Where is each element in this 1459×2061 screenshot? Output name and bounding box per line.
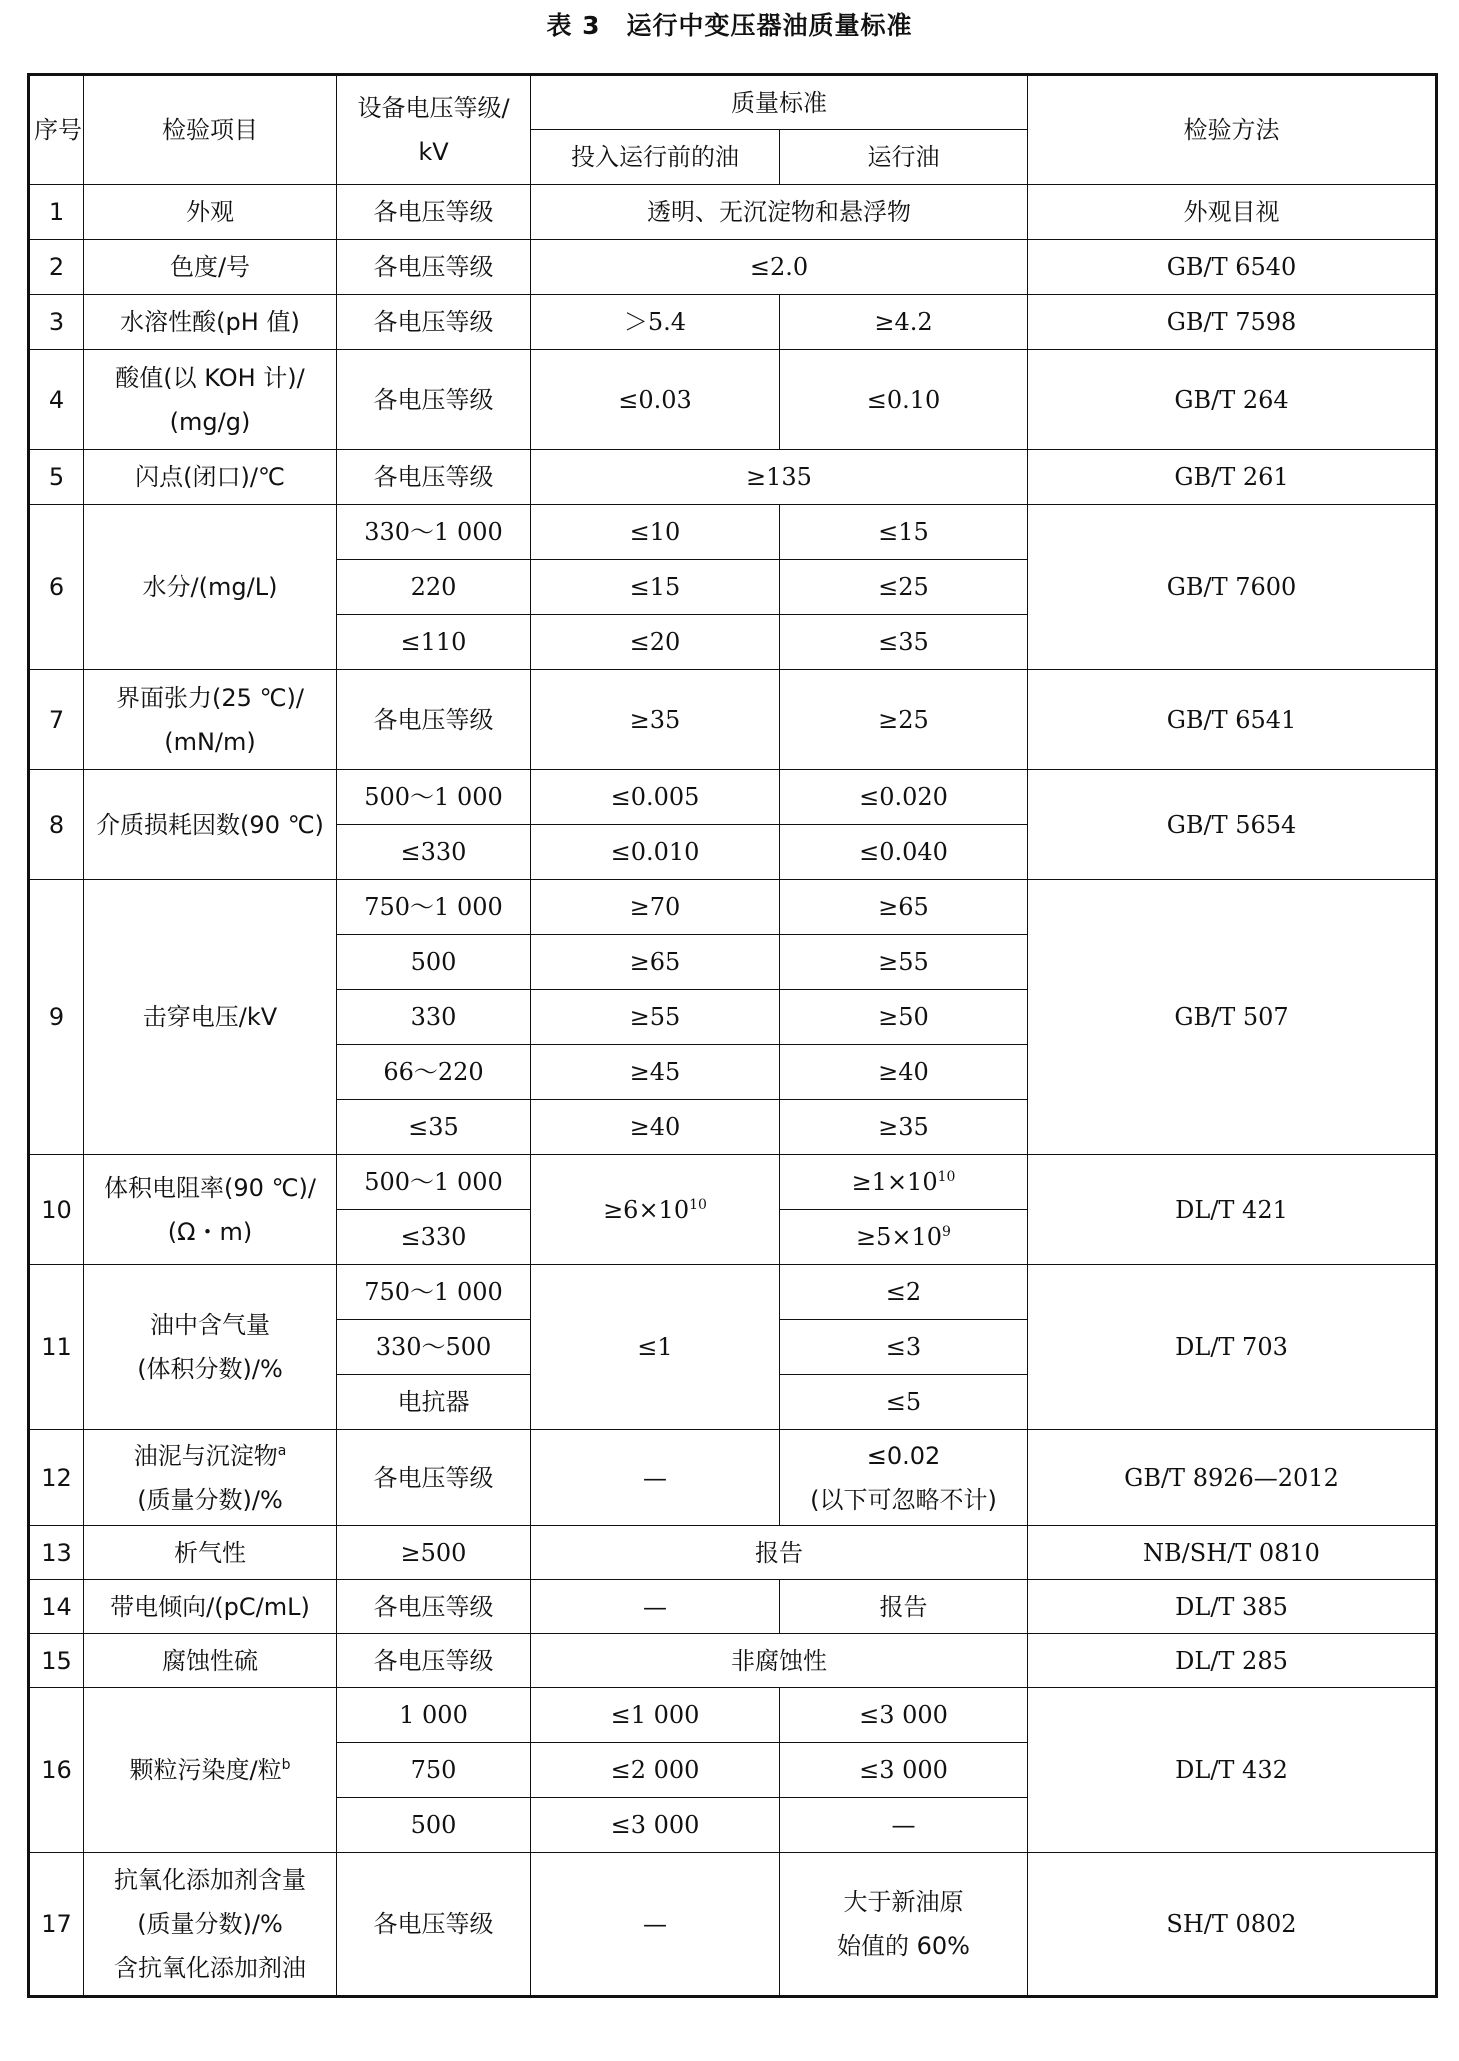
- row-method: NB/SH/T 0810: [1028, 1526, 1437, 1580]
- row-before: ≥40: [531, 1100, 780, 1155]
- row-no: 14: [29, 1580, 84, 1634]
- row-running: ≤0.02 (以下可忽略不计): [780, 1430, 1028, 1526]
- row-no: 5: [29, 450, 84, 505]
- row-voltage: 各电压等级: [337, 450, 531, 505]
- row-before: ≥35: [531, 670, 780, 770]
- row-method: GB/T 261: [1028, 450, 1437, 505]
- row-item: 界面张力(25 ℃)/ (mN/m): [84, 670, 337, 770]
- row-method: DL/T 703: [1028, 1265, 1437, 1430]
- row-voltage: 各电压等级: [337, 1580, 531, 1634]
- value-base: ≥1×10: [851, 1168, 938, 1196]
- row-no: 17: [29, 1853, 84, 1997]
- row-before: ≤20: [531, 615, 780, 670]
- row-running: 报告: [780, 1580, 1028, 1634]
- row-before: [531, 1155, 780, 1265]
- row-voltage: 750～1 000: [337, 1265, 531, 1320]
- row-running: —: [780, 1798, 1028, 1853]
- table-title: 表 3 运行中变压器油质量标准: [546, 11, 913, 40]
- row-before: —: [531, 1430, 780, 1526]
- row-running: ≤3 000: [780, 1688, 1028, 1743]
- row-running: ≥40: [780, 1045, 1028, 1100]
- table-row: [29, 505, 1437, 560]
- table-row: [29, 1155, 1437, 1210]
- row-running: [780, 1155, 1028, 1210]
- table-header: [29, 75, 1437, 185]
- row-no: 1: [29, 185, 84, 240]
- row-voltage: ≤110: [337, 615, 531, 670]
- row-voltage: ≤330: [337, 1210, 531, 1265]
- oil-quality-standards-table: [27, 73, 1438, 1998]
- row-standard: 非腐蚀性: [531, 1634, 1028, 1688]
- row-voltage: 电抗器: [337, 1375, 531, 1430]
- row-no: 4: [29, 350, 84, 450]
- table-row: [29, 185, 1437, 240]
- row-running: ≤0.10: [780, 350, 1028, 450]
- row-running: ≥55: [780, 935, 1028, 990]
- row-no: 6: [29, 505, 84, 670]
- row-no: 3: [29, 295, 84, 350]
- row-before: ≤0.03: [531, 350, 780, 450]
- row-running: ≤3: [780, 1320, 1028, 1375]
- row-before: ≤3 000: [531, 1798, 780, 1853]
- row-voltage: 500: [337, 1798, 531, 1853]
- row-voltage: 各电压等级: [337, 1853, 531, 1997]
- row-voltage: ≤35: [337, 1100, 531, 1155]
- value-exponent: 10: [937, 1169, 956, 1185]
- row-voltage: 500: [337, 935, 531, 990]
- footnote-mark: b: [281, 1757, 291, 1773]
- row-item: 油中含气量 (体积分数)/%: [84, 1265, 337, 1430]
- row-standard: 透明、无沉淀物和悬浮物: [531, 185, 1028, 240]
- row-before: ＞5.4: [531, 295, 780, 350]
- row-method: GB/T 7600: [1028, 505, 1437, 670]
- table-row: [29, 670, 1437, 770]
- row-before: ≥65: [531, 935, 780, 990]
- row-running: ≤3 000: [780, 1743, 1028, 1798]
- row-item: 水溶性酸(pH 值): [84, 295, 337, 350]
- item-label: 颗粒污染度/粒: [129, 1756, 282, 1784]
- row-item: 酸值(以 KOH 计)/ (mg/g): [84, 350, 337, 450]
- row-voltage: 330～1 000: [337, 505, 531, 560]
- header-item: 检验项目: [84, 75, 337, 185]
- row-no: 11: [29, 1265, 84, 1430]
- row-running: ≤35: [780, 615, 1028, 670]
- row-before: ≥70: [531, 880, 780, 935]
- row-before: —: [531, 1580, 780, 1634]
- row-running: ≥50: [780, 990, 1028, 1045]
- row-item: 腐蚀性硫: [84, 1634, 337, 1688]
- row-before: ≤1 000: [531, 1688, 780, 1743]
- row-running: ≤0.020: [780, 770, 1028, 825]
- header-running: 运行油: [780, 130, 1028, 185]
- table-row: [29, 1265, 1437, 1320]
- row-standard: 报告: [531, 1526, 1028, 1580]
- header-voltage: 设备电压等级/ kV: [337, 75, 531, 185]
- row-no: 13: [29, 1526, 84, 1580]
- row-no: 15: [29, 1634, 84, 1688]
- row-running: ≥35: [780, 1100, 1028, 1155]
- row-running: 大于新油原 始值的 60%: [780, 1853, 1028, 1997]
- row-item: 外观: [84, 185, 337, 240]
- row-before: ≤10: [531, 505, 780, 560]
- table-row: [29, 1853, 1437, 1997]
- row-item: 体积电阻率(90 ℃)/ (Ω・m): [84, 1155, 337, 1265]
- row-item: [84, 1688, 337, 1853]
- row-voltage: 330: [337, 990, 531, 1045]
- row-voltage: 各电压等级: [337, 670, 531, 770]
- row-running: ≥4.2: [780, 295, 1028, 350]
- row-method: GB/T 264: [1028, 350, 1437, 450]
- row-no: 9: [29, 880, 84, 1155]
- row-method: SH/T 0802: [1028, 1853, 1437, 1997]
- table-row: [29, 450, 1437, 505]
- row-no: 2: [29, 240, 84, 295]
- row-item: 水分/(mg/L): [84, 505, 337, 670]
- item-line2: (质量分数)/%: [137, 1485, 283, 1514]
- table-row: [29, 295, 1437, 350]
- row-before: —: [531, 1853, 780, 1997]
- row-running: ≤25: [780, 560, 1028, 615]
- row-method: 外观目视: [1028, 185, 1437, 240]
- row-voltage: 500～1 000: [337, 770, 531, 825]
- row-voltage: 各电压等级: [337, 185, 531, 240]
- header-before: 投入运行前的油: [531, 130, 780, 185]
- row-running: ≤15: [780, 505, 1028, 560]
- row-method: GB/T 5654: [1028, 770, 1437, 880]
- row-no: 10: [29, 1155, 84, 1265]
- row-item: 击穿电压/kV: [84, 880, 337, 1155]
- row-method: GB/T 6541: [1028, 670, 1437, 770]
- row-running: [780, 1210, 1028, 1265]
- row-method: GB/T 7598: [1028, 295, 1437, 350]
- row-method: DL/T 385: [1028, 1580, 1437, 1634]
- row-method: GB/T 8926—2012: [1028, 1430, 1437, 1526]
- header-standard: 质量标准: [531, 75, 1028, 130]
- row-voltage: 各电压等级: [337, 1634, 531, 1688]
- row-voltage: 1 000: [337, 1688, 531, 1743]
- table-row: [29, 240, 1437, 295]
- table-row: [29, 1580, 1437, 1634]
- row-item: 带电倾向/(pC/mL): [84, 1580, 337, 1634]
- row-item: 抗氧化添加剂含量 (质量分数)/% 含抗氧化添加剂油: [84, 1853, 337, 1997]
- table-row: [29, 350, 1437, 450]
- row-item: 色度/号: [84, 240, 337, 295]
- header-method: 检验方法: [1028, 75, 1437, 185]
- table-row: [29, 1688, 1437, 1743]
- row-no: 7: [29, 670, 84, 770]
- row-method: DL/T 432: [1028, 1688, 1437, 1853]
- row-running: ≥25: [780, 670, 1028, 770]
- row-before: ≤15: [531, 560, 780, 615]
- row-method: DL/T 285: [1028, 1634, 1437, 1688]
- table-row: [29, 1526, 1437, 1580]
- row-voltage: 330～500: [337, 1320, 531, 1375]
- value-exponent: 9: [942, 1224, 951, 1240]
- row-before: ≤0.005: [531, 770, 780, 825]
- row-voltage: 各电压等级: [337, 295, 531, 350]
- row-no: 16: [29, 1688, 84, 1853]
- row-before: ≤0.010: [531, 825, 780, 880]
- value-base: ≥6×10: [603, 1195, 690, 1224]
- row-before: ≥45: [531, 1045, 780, 1100]
- row-voltage: 750～1 000: [337, 880, 531, 935]
- row-voltage: ≤330: [337, 825, 531, 880]
- footnote-mark: a: [277, 1442, 287, 1459]
- value-exponent: 10: [689, 1196, 707, 1213]
- row-no: 8: [29, 770, 84, 880]
- row-item: 析气性: [84, 1526, 337, 1580]
- row-item: 闪点(闭口)/℃: [84, 450, 337, 505]
- row-standard: ≤2.0: [531, 240, 1028, 295]
- row-item: [84, 1430, 337, 1526]
- table-row: [29, 1634, 1437, 1688]
- row-voltage: 500～1 000: [337, 1155, 531, 1210]
- row-running: ≤2: [780, 1265, 1028, 1320]
- row-running: ≤5: [780, 1375, 1028, 1430]
- row-method: DL/T 421: [1028, 1155, 1437, 1265]
- row-voltage: 66～220: [337, 1045, 531, 1100]
- header-no: 序号: [29, 75, 84, 185]
- table-row: [29, 770, 1437, 825]
- row-voltage: ≥500: [337, 1526, 531, 1580]
- item-line1: 油泥与沉淀物: [133, 1441, 278, 1470]
- row-item: 介质损耗因数(90 ℃): [84, 770, 337, 880]
- row-voltage: 各电压等级: [337, 240, 531, 295]
- row-method: GB/T 6540: [1028, 240, 1437, 295]
- row-standard: ≥135: [531, 450, 1028, 505]
- row-running: ≤0.040: [780, 825, 1028, 880]
- row-before: ≥55: [531, 990, 780, 1045]
- row-before: ≤2 000: [531, 1743, 780, 1798]
- table-row: [29, 880, 1437, 935]
- row-running: ≥65: [780, 880, 1028, 935]
- row-before: ≤1: [531, 1265, 780, 1430]
- value-base: ≥5×10: [856, 1223, 943, 1251]
- row-no: 12: [29, 1430, 84, 1526]
- table-row: [29, 1430, 1437, 1526]
- row-voltage: 各电压等级: [337, 350, 531, 450]
- row-voltage: 750: [337, 1743, 531, 1798]
- row-voltage: 各电压等级: [337, 1430, 531, 1526]
- row-voltage: 220: [337, 560, 531, 615]
- row-method: GB/T 507: [1028, 880, 1437, 1155]
